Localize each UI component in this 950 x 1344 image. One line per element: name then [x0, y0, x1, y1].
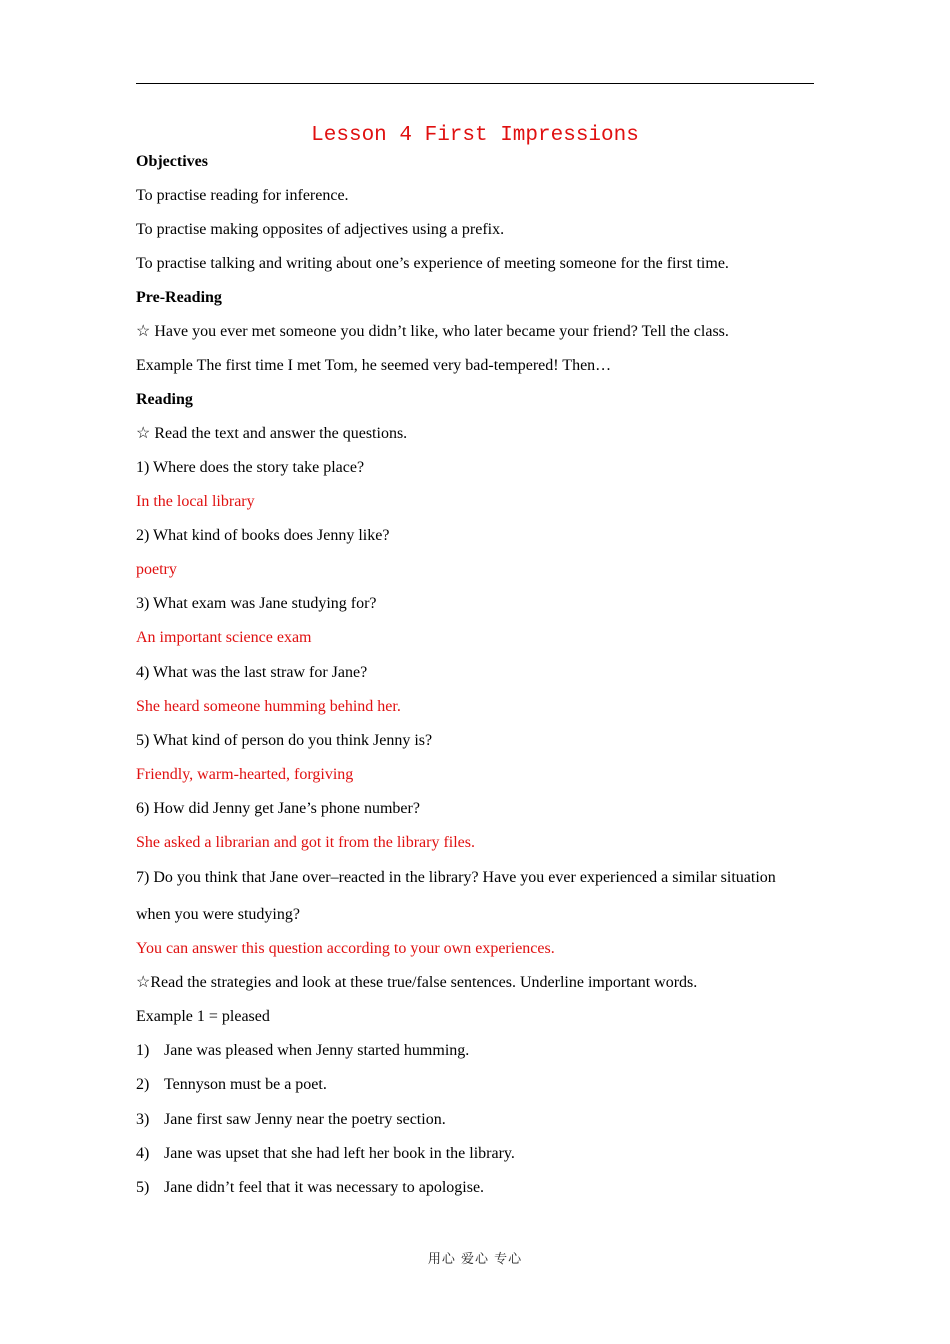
question: 6) How did Jenny get Jane’s phone number? [136, 800, 420, 817]
page-title: Lesson 4 First Impressions [311, 124, 639, 147]
question: 4) What was the last straw for Jane? [136, 664, 368, 681]
statement-text: Jane first saw Jenny near the poetry section. [164, 1111, 446, 1128]
statement-number: 4) [136, 1145, 150, 1162]
strategies-example: Example 1 = pleased [136, 1008, 270, 1025]
reading-instruction: ☆ Read the text and answer the questions. [136, 425, 408, 442]
question-continuation: when you were studying? [136, 906, 300, 923]
page-footer: 用心 爱心 专心 [427, 1252, 523, 1267]
statement-number: 1) [136, 1042, 150, 1059]
objectives-heading: Objectives [136, 153, 208, 170]
strategies-instruction: ☆Read the strategies and look at these true/false sentences. Underline important words. [136, 974, 698, 991]
question: 1) Where does the story take place? [136, 459, 365, 476]
answer: poetry [136, 561, 177, 578]
statement-item [136, 1075, 327, 1095]
question: 3) What exam was Jane studying for? [136, 595, 377, 612]
statement-item [136, 1041, 469, 1061]
statement-text: Jane was pleased when Jenny started humming. [164, 1042, 470, 1059]
statement-text: Jane didn’t feel that it was necessary to apologise. [164, 1179, 485, 1196]
answer: An important science exam [136, 629, 312, 646]
question: 5) What kind of person do you think Jenny is? [136, 732, 433, 749]
objective-item: To practise making opposites of adjectives using a prefix. [136, 221, 505, 238]
answer: In the local library [136, 493, 255, 510]
statement-text: Jane was upset that she had left her book in the library. [164, 1145, 515, 1162]
statement-item [136, 1178, 484, 1198]
answer: You can answer this question according to your own experiences. [136, 940, 555, 957]
objective-item: To practise talking and writing about one’s experience of meeting someone for the first time. [136, 255, 729, 272]
statement-number: 5) [136, 1179, 150, 1196]
question: 7) Do you think that Jane over–reacted in the library? Have you ever experienced a similar situation [136, 869, 776, 886]
answer: She heard someone humming behind her. [136, 698, 401, 715]
reading-heading: Reading [136, 391, 193, 408]
header-rule [136, 83, 814, 84]
statement-item [136, 1110, 446, 1130]
objective-item: To practise reading for inference. [136, 187, 349, 204]
pre-reading-prompt: ☆ Have you ever met someone you didn’t like, who later became your friend? Tell the class. [136, 323, 729, 340]
answer: She asked a librarian and got it from the library files. [136, 834, 476, 851]
statement-number: 3) [136, 1111, 150, 1128]
pre-reading-example: Example The first time I met Tom, he seemed very bad-tempered! Then… [136, 357, 612, 374]
statement-text: Tennyson must be a poet. [164, 1076, 327, 1093]
answer: Friendly, warm-hearted, forgiving [136, 766, 354, 783]
statement-item [136, 1144, 515, 1164]
question: 2) What kind of books does Jenny like? [136, 527, 390, 544]
statement-number: 2) [136, 1076, 150, 1093]
pre-reading-heading: Pre-Reading [136, 289, 222, 306]
